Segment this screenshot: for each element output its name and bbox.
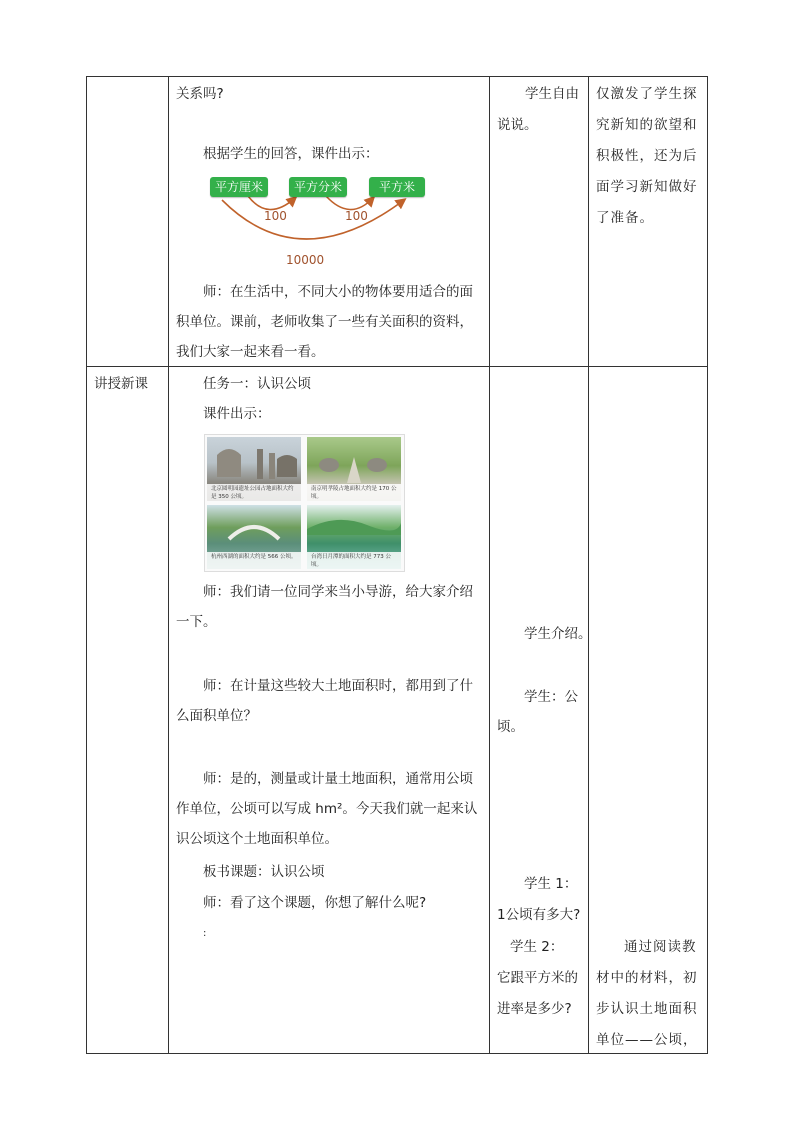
row1-teacher-line2: 积单位。课前，老师收集了一些有关面积的资料，: [176, 314, 473, 330]
arrow-total: [222, 200, 404, 239]
row1-intent-line4: 面学习新知做好: [596, 179, 698, 195]
para4: 师：看了这个课题，你想了解什么呢?: [203, 895, 427, 911]
stray-mark: :: [203, 928, 207, 939]
row1-intent-line3: 积极性，还为后: [596, 148, 698, 164]
section-label: 讲授新课: [94, 376, 148, 392]
student2-question-line1: 它跟平方米的: [497, 970, 578, 986]
photo-mingxiaoling: [307, 437, 401, 501]
photo-xihu: [207, 505, 301, 569]
row1-intent-line1: 仅激发了学生探: [596, 86, 698, 102]
student-answer-line1: 学生：公: [524, 689, 578, 705]
student2-label: 学生 2：: [510, 939, 564, 955]
table-bottom-border: [86, 1053, 708, 1054]
row1-intent-line5: 了准备。: [596, 210, 654, 226]
student-intro: 学生介绍。: [524, 626, 592, 642]
photo-caption-4: 台湾日月潭的面积大约是 773 公顷。: [307, 552, 401, 569]
row2-intent-line1: 通过阅读教: [624, 939, 697, 955]
student-answer-line2: 顷。: [497, 719, 524, 735]
student1-label: 学生 1：: [524, 876, 578, 892]
row1-teacher-line3: 我们大家一起来看一看。: [176, 344, 325, 360]
row2-intent-line2: 材中的材料，初: [596, 970, 698, 986]
rate-label-total: 10000: [286, 253, 325, 267]
task-heading: 任务一：认识公顷: [203, 376, 311, 392]
photo-caption-1: 北京圆明园遗址公园占地面积大约是 350 公顷。: [207, 484, 301, 501]
rate-label-2: 100: [345, 209, 368, 223]
arrow-2: [326, 196, 373, 210]
row1-teacher-line1: 师：在生活中，不同大小的物体要用适合的面: [203, 284, 473, 300]
para2-line1: 师：在计量这些较大土地面积时，都用到了什: [203, 678, 473, 694]
row2-intent-line4: 单位——公顷，: [596, 1032, 698, 1048]
unit-chip-m2: 平方米: [369, 177, 425, 197]
photo-yuanmingyuan: [207, 437, 301, 501]
para1-line2: 一下。: [176, 614, 217, 630]
student1-question: 1公顷有多大?: [497, 907, 581, 923]
para2-line2: 么面积单位？: [176, 708, 257, 724]
land-area-photos: [204, 434, 405, 572]
photo-caption-3: 杭州西湖的面积大约是 566 公顷。: [207, 552, 301, 569]
photo-caption-2: 南京明孝陵占地面积大约是 170 公顷。: [307, 484, 401, 501]
para3-line2: 作单位，公顷可以写成 hm²。今天我们就一起来认: [176, 801, 478, 817]
row-divider: [86, 366, 708, 367]
photo-riyuetan: [307, 505, 401, 569]
row1-intent-line2: 究新知的欲望和: [596, 117, 698, 133]
unit-chip-dm2: 平方分米: [289, 177, 347, 197]
unit-chip-cm2: 平方厘米: [210, 177, 268, 197]
para1-line1: 师：我们请一位同学来当小导游，给大家介绍: [203, 584, 473, 600]
student2-question-line2: 进率是多少?: [497, 1001, 572, 1017]
para3-line3: 识公顷这个土地面积单位。: [176, 831, 338, 847]
row1-text-line1: 关系吗?: [176, 86, 224, 102]
row1-student-line2: 说说。: [497, 117, 538, 133]
row1-text-line2: 根据学生的回答，课件出示：: [203, 146, 379, 162]
para3-line1: 师：是的，测量或计量土地面积，通常用公顷: [203, 771, 473, 787]
rate-label-1: 100: [264, 209, 287, 223]
row2-intent-line3: 步认识土地面积: [596, 1001, 698, 1017]
board-title: 板书课题：认识公顷: [203, 864, 325, 880]
arrow-1: [248, 196, 295, 210]
row1-student-line1: 学生自由: [525, 86, 579, 102]
courseware-show: 课件出示：: [203, 406, 271, 422]
